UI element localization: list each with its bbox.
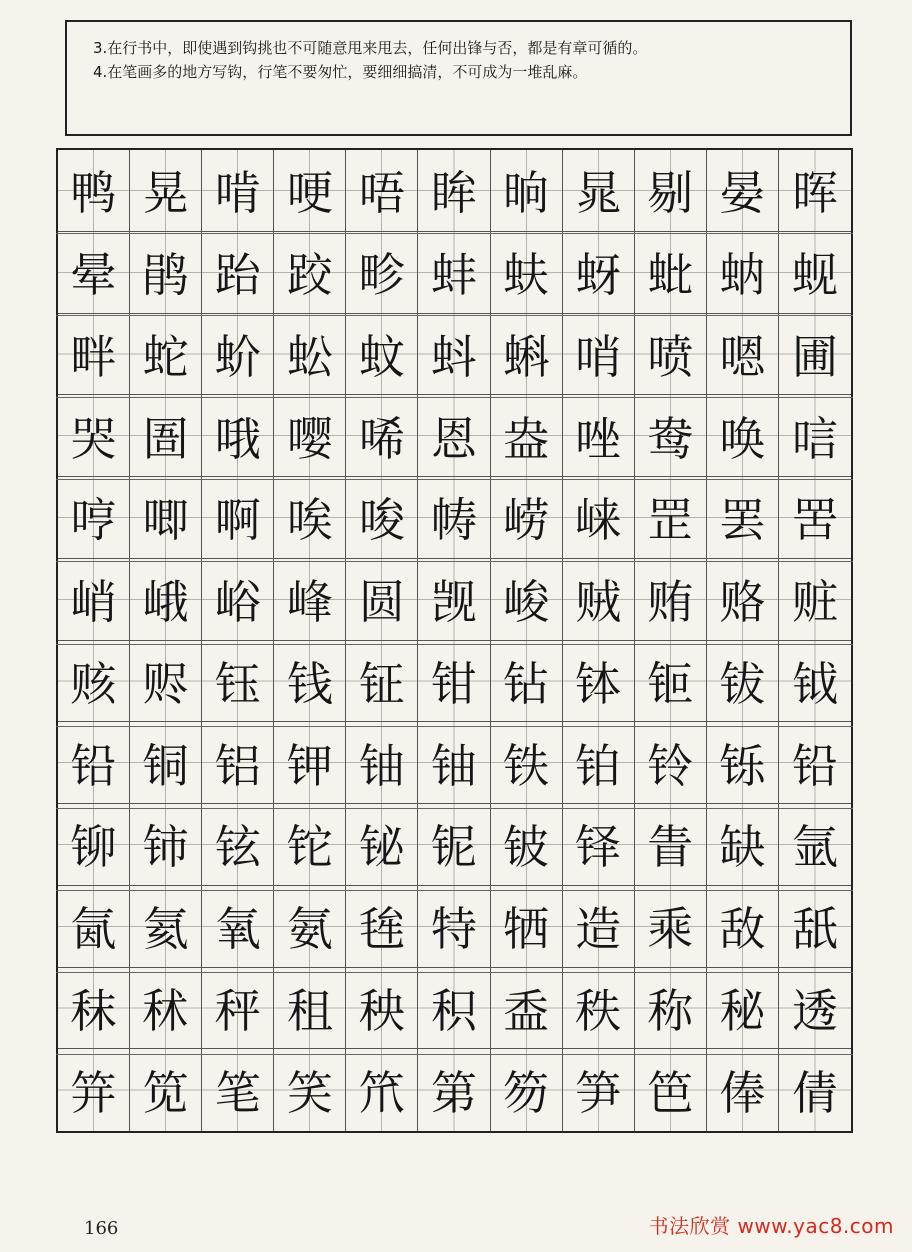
grid-cell: 笆 bbox=[635, 1049, 707, 1131]
grid-cell: 笔 bbox=[202, 1049, 274, 1131]
grid-cell: 铁 bbox=[491, 722, 563, 804]
grid-cell: 晁 bbox=[563, 150, 635, 232]
grid-cell: 钾 bbox=[274, 722, 346, 804]
grid-cell: 盎 bbox=[491, 395, 563, 477]
grid-cell: 唁 bbox=[779, 395, 851, 477]
row-separator bbox=[56, 315, 853, 316]
grid-cell: 蝌 bbox=[491, 314, 563, 396]
grid-cell: 蚨 bbox=[491, 232, 563, 314]
grid-cell: 钷 bbox=[635, 641, 707, 723]
grid-cell: 舐 bbox=[779, 886, 851, 968]
grid-cell: 赂 bbox=[707, 559, 779, 641]
grid-cell: 钻 bbox=[491, 641, 563, 723]
grid-cell: 笄 bbox=[58, 1049, 130, 1131]
grid-cell: 笑 bbox=[274, 1049, 346, 1131]
grid-cell: 眸 bbox=[418, 150, 490, 232]
grid-cell: 铅 bbox=[58, 722, 130, 804]
grid-cell: 晌 bbox=[491, 150, 563, 232]
grid-cell: 铄 bbox=[707, 722, 779, 804]
row-separator bbox=[56, 726, 853, 727]
grid-cell: 畔 bbox=[58, 314, 130, 396]
grid-cell: 峭 bbox=[58, 559, 130, 641]
grid-cell: 畛 bbox=[346, 232, 418, 314]
grid-cell: 晏 bbox=[707, 150, 779, 232]
grid-cell: 钹 bbox=[707, 641, 779, 723]
grid-cell: 特 bbox=[418, 886, 490, 968]
row-separator bbox=[56, 972, 853, 973]
grid-cell: 蚣 bbox=[274, 314, 346, 396]
grid-cell: 贼 bbox=[563, 559, 635, 641]
grid-cell: 秘 bbox=[707, 968, 779, 1050]
row-separator bbox=[56, 561, 853, 562]
grid-cell: 唔 bbox=[346, 150, 418, 232]
grid-cell: 钱 bbox=[274, 641, 346, 723]
grid-cell: 喷 bbox=[635, 314, 707, 396]
grid-cell: 哭 bbox=[58, 395, 130, 477]
grid-cell: 啃 bbox=[202, 150, 274, 232]
grid-cell: 啊 bbox=[202, 477, 274, 559]
grid-cell: 第 bbox=[418, 1049, 490, 1131]
grid-cell: 罡 bbox=[635, 477, 707, 559]
grid-cell: 秤 bbox=[202, 968, 274, 1050]
grid-cell: 晕 bbox=[58, 232, 130, 314]
grid-cell: 蚍 bbox=[635, 232, 707, 314]
row-separator bbox=[56, 397, 853, 398]
grid-cell: 秫 bbox=[130, 968, 202, 1050]
grid-cell: 透 bbox=[779, 968, 851, 1050]
grid-cell: 圄 bbox=[130, 395, 202, 477]
grid-cell: 赆 bbox=[130, 641, 202, 723]
grid-cell: 蚌 bbox=[418, 232, 490, 314]
grid-cell: 积 bbox=[418, 968, 490, 1050]
grid-cell: 峻 bbox=[491, 559, 563, 641]
grid-cell: 哦 bbox=[202, 395, 274, 477]
grid-cell: 嗯 bbox=[707, 314, 779, 396]
grid-cell: 笕 bbox=[130, 1049, 202, 1131]
grid-cell: 铃 bbox=[635, 722, 707, 804]
row-separator bbox=[56, 479, 853, 480]
grid-cell: 铎 bbox=[563, 804, 635, 886]
note-line-4: 4.在笔画多的地方写钩，行笔不要匆忙，要细细搞清，不可成为一堆乱麻。 bbox=[93, 63, 588, 81]
grid-cell: 倩 bbox=[779, 1049, 851, 1131]
grid-cell: 氩 bbox=[779, 804, 851, 886]
grid-cell: 乘 bbox=[635, 886, 707, 968]
grid-cell: 崂 bbox=[491, 477, 563, 559]
grid-cell: 租 bbox=[274, 968, 346, 1050]
grid-cell: 铉 bbox=[202, 804, 274, 886]
grid-cell: 氤 bbox=[58, 886, 130, 968]
grid-cell: 氦 bbox=[130, 886, 202, 968]
grid-cell: 铊 bbox=[274, 804, 346, 886]
grid-cell: 觊 bbox=[418, 559, 490, 641]
grid-cell: 钺 bbox=[779, 641, 851, 723]
grid-cell: 晖 bbox=[779, 150, 851, 232]
grid-cell: 笏 bbox=[491, 1049, 563, 1131]
grid-cell: 铀 bbox=[418, 722, 490, 804]
grid-cell: 蛇 bbox=[130, 314, 202, 396]
grid-cell: 钳 bbox=[418, 641, 490, 723]
grid-cell: 铍 bbox=[491, 804, 563, 886]
grid-cell: 蚧 bbox=[202, 314, 274, 396]
grid-cell: 唤 bbox=[707, 395, 779, 477]
grid-cell: 秧 bbox=[346, 968, 418, 1050]
grid-cell: 圃 bbox=[779, 314, 851, 396]
row-separator bbox=[56, 890, 853, 891]
grid-cell: 跆 bbox=[202, 232, 274, 314]
grid-cell: 罟 bbox=[779, 477, 851, 559]
grid-cell: 贿 bbox=[635, 559, 707, 641]
grid-cell: 钵 bbox=[563, 641, 635, 723]
grid-cell: 唉 bbox=[274, 477, 346, 559]
row-separator bbox=[56, 644, 853, 645]
grid-cell: 铌 bbox=[418, 804, 490, 886]
grid-cell: 铝 bbox=[202, 722, 274, 804]
grid-cell: 秩 bbox=[563, 968, 635, 1050]
grid-cell: 铋 bbox=[346, 804, 418, 886]
note-line-3: 3.在行书中，即使遇到钩挑也不可随意甩来甩去，任何出锋与否，都是有章可循的。 bbox=[93, 39, 648, 57]
grid-cell: 铀 bbox=[346, 722, 418, 804]
grid-cell: 峰 bbox=[274, 559, 346, 641]
grid-cell: 哨 bbox=[563, 314, 635, 396]
row-separator bbox=[56, 808, 853, 809]
grid-cell: 罢 bbox=[707, 477, 779, 559]
grid-cell: 秣 bbox=[58, 968, 130, 1050]
grid-cell: 盉 bbox=[491, 968, 563, 1050]
watermark: 书法欣赏 www.yac8.com bbox=[648, 1214, 894, 1238]
grid-cell: 赅 bbox=[58, 641, 130, 723]
grid-cell: 哼 bbox=[58, 477, 130, 559]
grid-cell: 剔 bbox=[635, 150, 707, 232]
grid-cell: 鹃 bbox=[130, 232, 202, 314]
grid-cell: 敌 bbox=[707, 886, 779, 968]
grid-cell: 恩 bbox=[418, 395, 490, 477]
grid-cell: 哽 bbox=[274, 150, 346, 232]
grid-cell: 铆 bbox=[58, 804, 130, 886]
grid-cell: 笋 bbox=[563, 1049, 635, 1131]
page-number: 166 bbox=[84, 1218, 119, 1239]
grid-cell: 毪 bbox=[346, 886, 418, 968]
grid-cell: 称 bbox=[635, 968, 707, 1050]
grid-cell: 帱 bbox=[418, 477, 490, 559]
grid-cell: 铈 bbox=[130, 804, 202, 886]
grid-cell: 崃 bbox=[563, 477, 635, 559]
grid-cell: 蚪 bbox=[418, 314, 490, 396]
grid-cell: 蚋 bbox=[707, 232, 779, 314]
grid-cell: 铂 bbox=[563, 722, 635, 804]
grid-cell: 铅 bbox=[779, 722, 851, 804]
grid-cell: 蚜 bbox=[563, 232, 635, 314]
grid-cell: 造 bbox=[563, 886, 635, 968]
grid-cell: 鸯 bbox=[635, 395, 707, 477]
row-separator bbox=[56, 1054, 853, 1055]
grid-cell: 俸 bbox=[707, 1049, 779, 1131]
grid-cell: 鸭 bbox=[58, 150, 130, 232]
grid-cell: 唑 bbox=[563, 395, 635, 477]
grid-cell: 氧 bbox=[202, 886, 274, 968]
grid-cell: 铜 bbox=[130, 722, 202, 804]
grid-cell: 眚 bbox=[635, 804, 707, 886]
grid-cell: 唧 bbox=[130, 477, 202, 559]
grid-cell: 赃 bbox=[779, 559, 851, 641]
grid-cell: 圆 bbox=[346, 559, 418, 641]
row-separator bbox=[56, 233, 853, 234]
grid-cell: 嘤 bbox=[274, 395, 346, 477]
grid-cell: 蚬 bbox=[779, 232, 851, 314]
grid-cell: 钲 bbox=[346, 641, 418, 723]
grid-cell: 唆 bbox=[346, 477, 418, 559]
grid-cell: 钰 bbox=[202, 641, 274, 723]
grid-cell: 晃 bbox=[130, 150, 202, 232]
grid-cell: 蚊 bbox=[346, 314, 418, 396]
grid-cell: 牺 bbox=[491, 886, 563, 968]
grid-cell: 唏 bbox=[346, 395, 418, 477]
grid-cell: 笊 bbox=[346, 1049, 418, 1131]
character-grid bbox=[56, 148, 853, 1133]
grid-cell: 峪 bbox=[202, 559, 274, 641]
grid-cell: 峨 bbox=[130, 559, 202, 641]
grid-cell: 氨 bbox=[274, 886, 346, 968]
notes-box bbox=[65, 20, 852, 136]
grid-cell: 跤 bbox=[274, 232, 346, 314]
grid-cell: 缺 bbox=[707, 804, 779, 886]
